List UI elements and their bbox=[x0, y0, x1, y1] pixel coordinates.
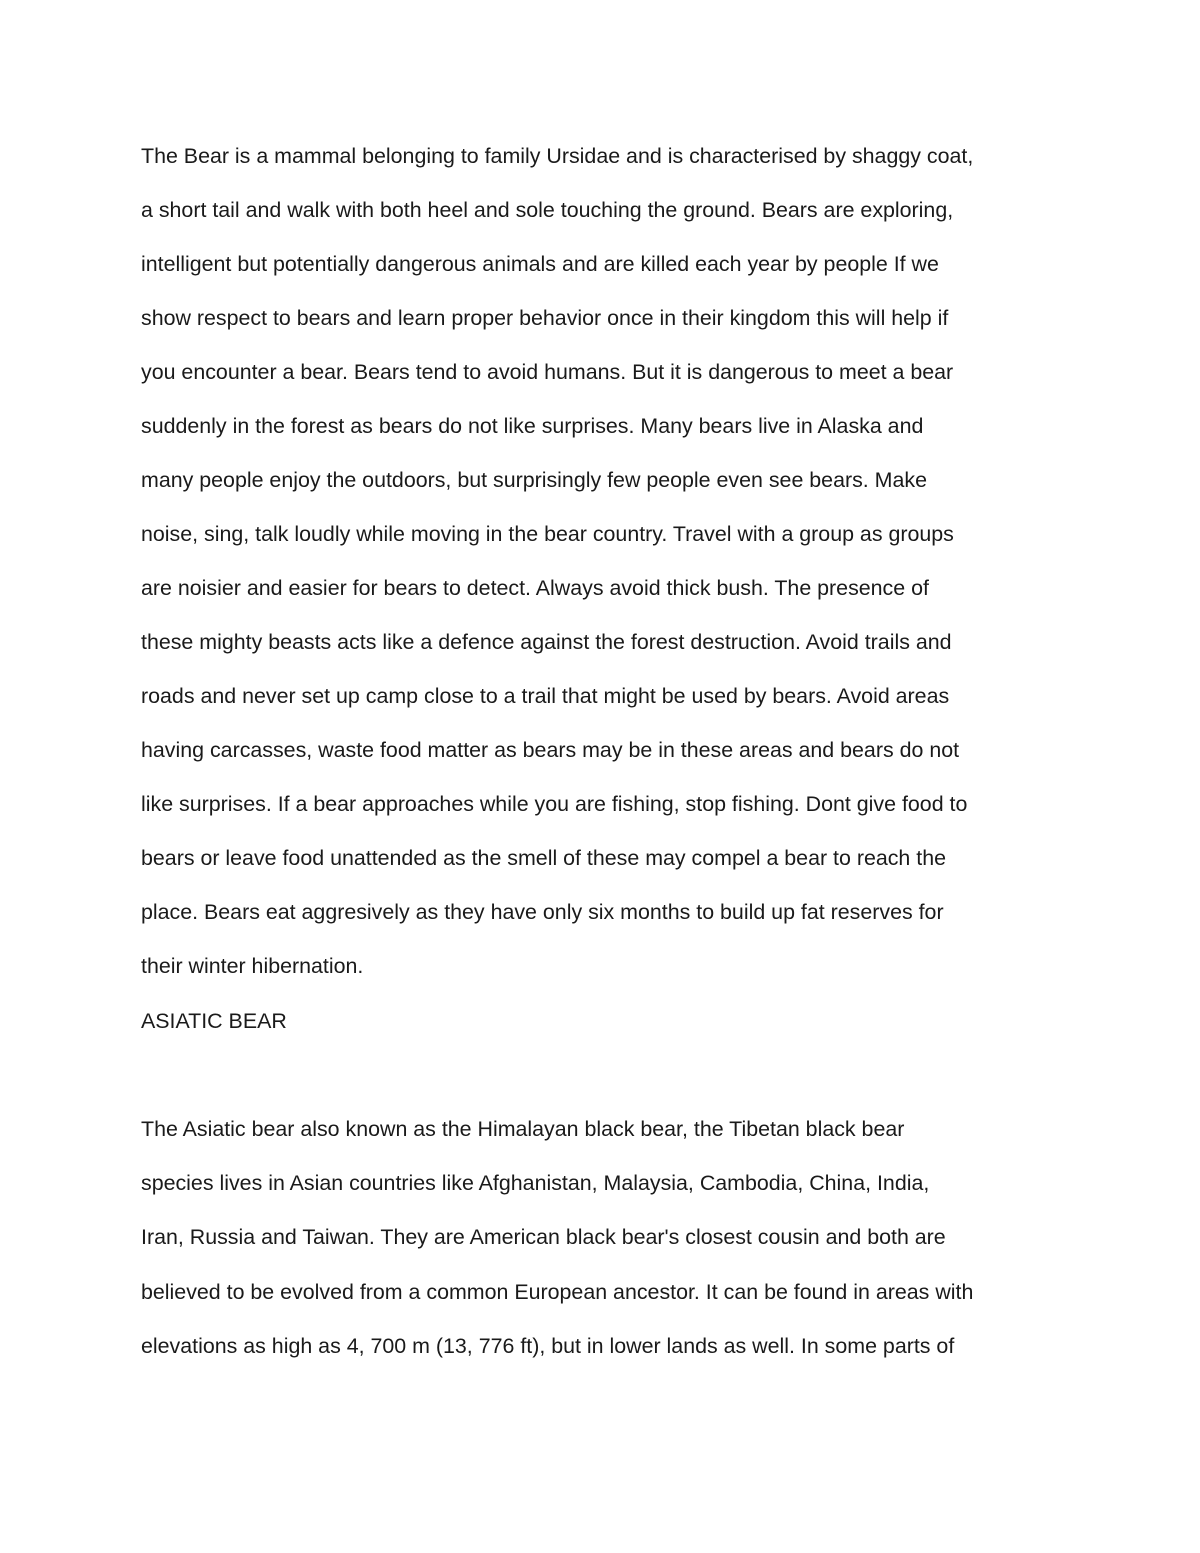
section-line-2: species lives in Asian countries like Afghanistan, Malaysia, Cambodia, China, India, bbox=[141, 1171, 930, 1195]
section-heading: ASIATIC BEAR bbox=[141, 1009, 287, 1033]
intro-line-12: having carcasses, waste food matter as bears may be in these areas and bears do not bbox=[141, 738, 960, 762]
intro-line-8: noise, sing, talk loudly while moving in the bear country. Travel with a group as groups bbox=[141, 522, 954, 546]
intro-line-10: these mighty beasts acts like a defence against the forest destruction. Avoid trails and bbox=[141, 630, 952, 654]
intro-line-4: show respect to bears and learn proper behavior once in their kingdom this will help if bbox=[141, 306, 949, 330]
intro-line-1: The Bear is a mammal belonging to family Ursidae and is characterised by shaggy coat, bbox=[141, 144, 974, 168]
intro-line-6: suddenly in the forest as bears do not like surprises. Many bears live in Alaska and bbox=[141, 414, 924, 438]
intro-line-5: you encounter a bear. Bears tend to avoid humans. But it is dangerous to meet a bear bbox=[141, 360, 954, 384]
intro-line-7: many people enjoy the outdoors, but surprisingly few people even see bears. Make bbox=[141, 468, 927, 492]
intro-line-13: like surprises. If a bear approaches while you are fishing, stop fishing. Dont give food to bbox=[141, 792, 968, 816]
intro-line-11: roads and never set up camp close to a trail that might be used by bears. Avoid areas bbox=[141, 684, 950, 708]
section-line-5: elevations as high as 4, 700 m (13, 776 ft), but in lower lands as well. In some parts of bbox=[141, 1334, 955, 1358]
section-line-3: Iran, Russia and Taiwan. They are American black bear's closest cousin and both are bbox=[141, 1225, 946, 1249]
intro-line-14: bears or leave food unattended as the smell of these may compel a bear to reach the bbox=[141, 846, 947, 870]
intro-line-3: intelligent but potentially dangerous animals and are killed each year by people If we bbox=[141, 252, 939, 276]
intro-line-15: place. Bears eat aggresively as they have only six months to build up fat reserves for bbox=[141, 900, 944, 924]
intro-line-16: their winter hibernation. bbox=[141, 954, 364, 978]
section-line-1: The Asiatic bear also known as the Himalayan black bear, the Tibetan black bear bbox=[141, 1117, 905, 1141]
section-line-4: believed to be evolved from a common European ancestor. It can be found in areas with bbox=[141, 1280, 974, 1304]
intro-line-2: a short tail and walk with both heel and sole touching the ground. Bears are exploring, bbox=[141, 198, 954, 222]
intro-line-9: are noisier and easier for bears to detect. Always avoid thick bush. The presence of bbox=[141, 576, 929, 600]
